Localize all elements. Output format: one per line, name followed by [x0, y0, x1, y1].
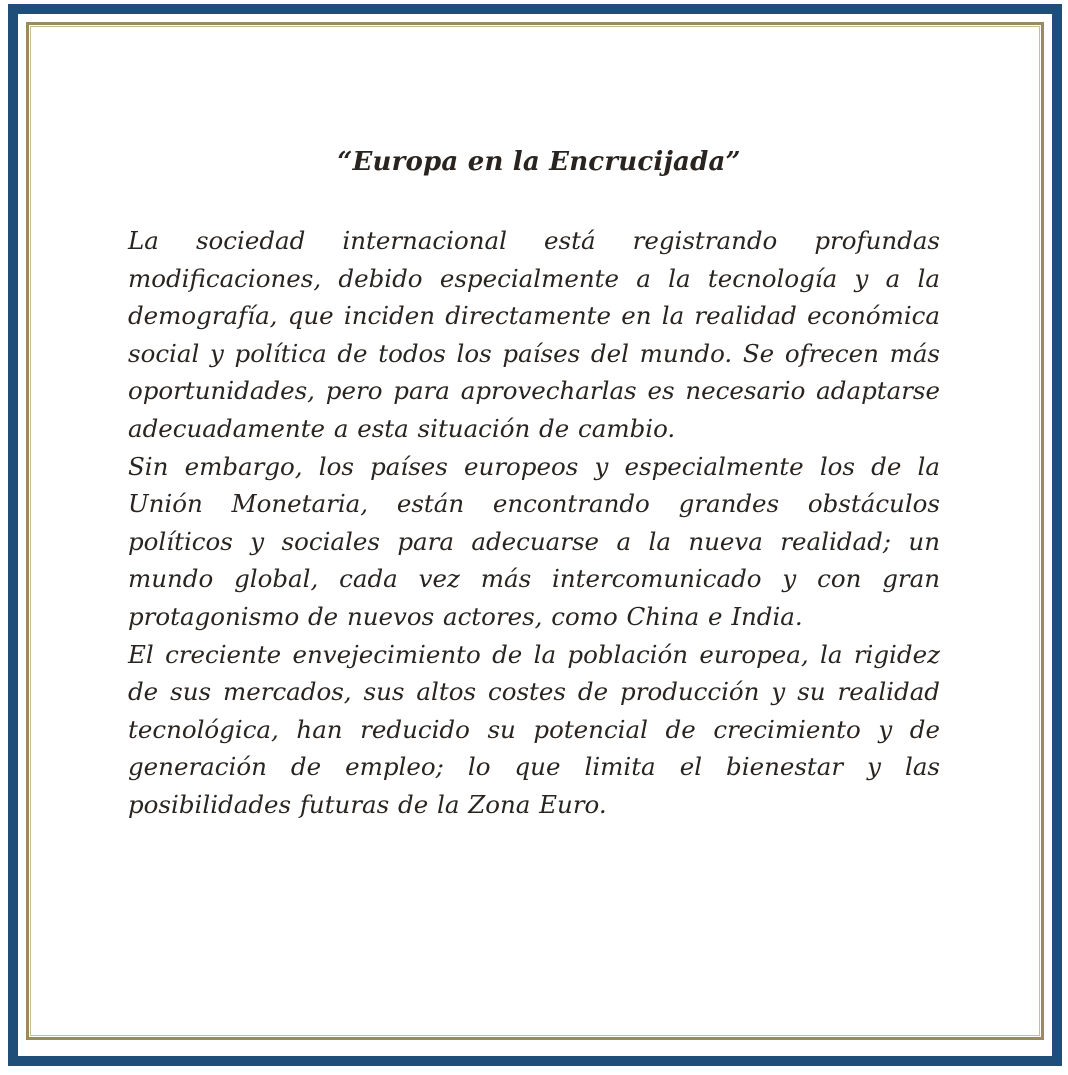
paragraph-2: Sin embargo, los países europeos y especialmente los de la Unión Monetaria, están encontrando grandes obstáculos políticos y sociales para adecuarse a la nueva realidad; un mundo global, cada vez más intercomunicado y con gran protagonismo de nuevos actores, como China e India.: [128, 451, 940, 631]
paragraph-3: El creciente envejecimiento de la población europea, la rigidez de sus mercados, sus altos costes de producción y su realidad tecnológica, han reducido su potencial de crecimiento y de generación de empleo; lo que limita el bienestar y las posibilidades futuras de la Zona Euro.: [128, 639, 940, 819]
document-title: “Europa en la Encrucijada”: [337, 147, 741, 177]
paragraph-1: La sociedad internacional está registrando profundas modificaciones, debido especialmente a la tecnología y a la demografía, que inciden directamente en la realidad económica social y política de todos los países del mundo. Se ofrecen más oportunidades, pero para aprovecharlas es necesario adaptarse adecuadamente a esta situación de cambio.: [128, 226, 940, 443]
document-content: [128, 146, 940, 824]
